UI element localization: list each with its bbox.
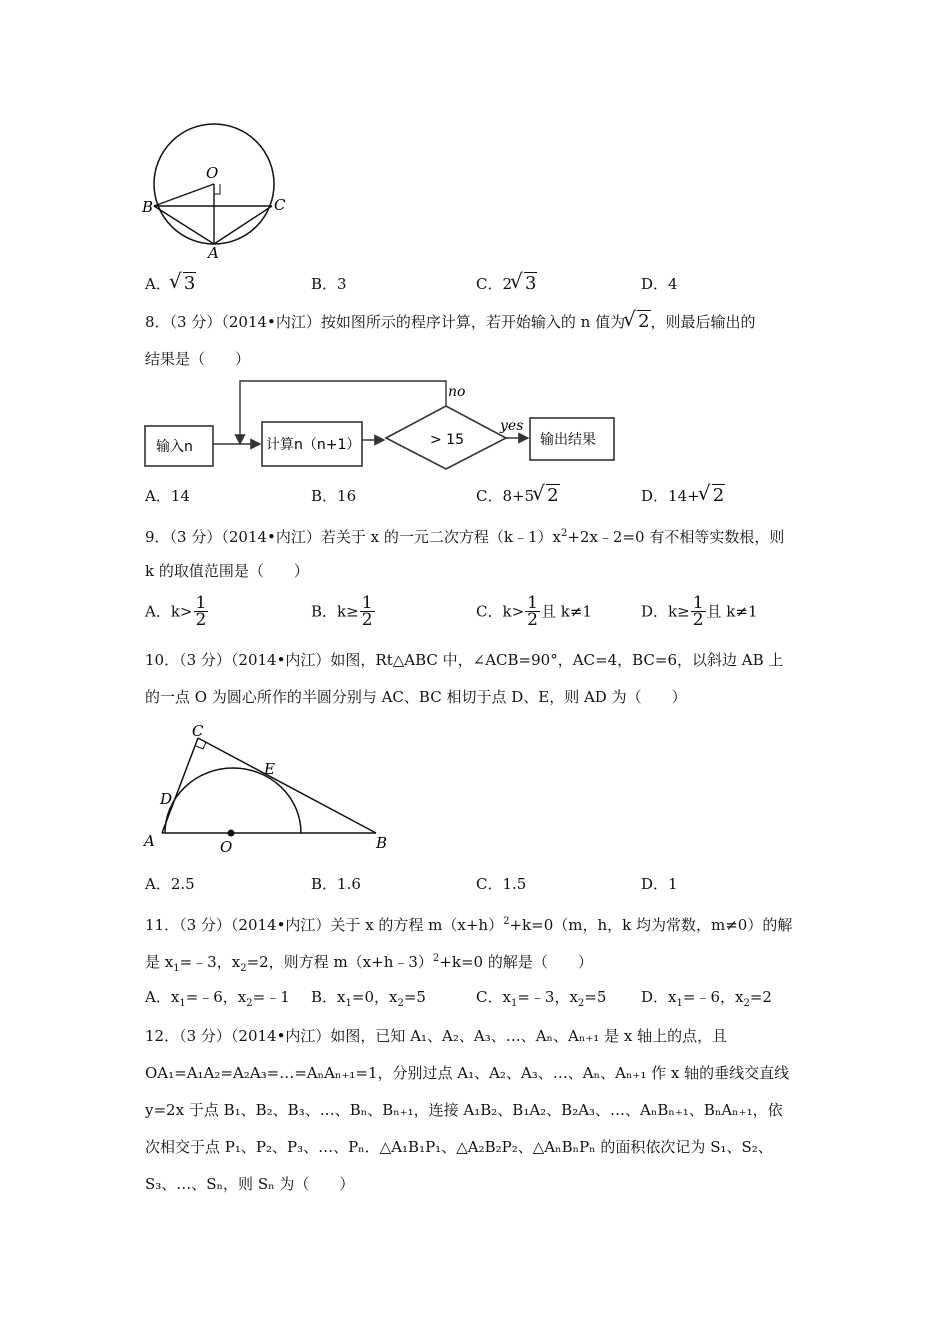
label-c: C <box>192 722 204 740</box>
label-a: A <box>208 244 219 260</box>
q8-option-a: A．14 <box>145 487 190 505</box>
label-o: O <box>206 164 219 182</box>
q8-option-b: B．16 <box>311 487 357 505</box>
q12-stem-line3: y=2x 于点 B₁、B₂、B₃、…、Bₙ、Bₙ₊₁，连接 A₁B₂、B₁A₂、B₂A₃、…、AₙBₙ₊₁、BₙAₙ₊₁，依 <box>145 1101 783 1119</box>
q8-option-c: C．8+5√ 2 <box>476 486 560 506</box>
q7-option-c: C．2√ 3 <box>476 274 537 294</box>
q10-option-c: C．1.5 <box>476 875 527 893</box>
q12-stem-line2: OA₁=A₁A₂=A₂A₃=…=AₙAₙ₊₁=1，分别过点 A₁、A₂、A₃、…、Aₙ、Aₙ₊₁ 作 x 轴的垂线交直线 <box>145 1064 790 1082</box>
q8-stem-line1: 8．（3 分）（2014•内江）按如图所示的程序计算，若开始输入的 n 值为√ 2，则最后输出的 <box>145 312 756 332</box>
label-d: D <box>160 790 173 808</box>
q9-stem-line2: k 的取值范围是（ ） <box>145 562 309 580</box>
flow-condition-text: > 15 <box>430 432 464 448</box>
q11-option-d: D．$x_1=﹣6$，$x_2=2$ <box>641 988 772 1009</box>
q11-option-c: C．$x_1=﹣3$，$x_2=5$ <box>476 988 607 1009</box>
q10-stem-line2: 的一点 O 为圆心所作的半圆分别与 AC、BC 相切于点 D、E，则 AD 为（ ） <box>145 688 687 706</box>
q7-option-a: A．√ 3 <box>145 274 196 294</box>
q11-option-b: B．$x_1=0$，$x_2=5$ <box>311 988 426 1009</box>
q10-option-a: A．2.5 <box>145 875 195 893</box>
label-c: C <box>274 196 286 214</box>
flowchart <box>140 378 630 470</box>
q9-option-b: B．k≥ $\frac{1}{2}$ <box>311 593 373 630</box>
q7-option-d: D．4 <box>641 275 678 293</box>
q10-option-b: B．1.6 <box>311 875 361 893</box>
q9-option-a: A．k> $\frac{1}{2}$ <box>145 593 207 630</box>
q9-option-d: D．k≥ $\frac{1}{2}$ 且 k≠1 <box>641 593 758 630</box>
label-o: O <box>220 838 233 856</box>
flow-input-text: 输入n <box>156 439 193 455</box>
q10-option-d: D．1 <box>641 875 678 893</box>
q8-option-d: D．14+√ 2 <box>641 486 725 506</box>
q11-option-a: A．$x_1=﹣6$，$x_2=﹣1$ <box>145 988 290 1009</box>
q10-stem-line1: 10．（3 分）（2014•内江）如图，Rt△ABC 中，∠ACB=90°，AC=4，BC=6，以斜边 AB 上 <box>145 651 784 669</box>
circle-figure <box>140 118 300 260</box>
q11-stem-line1: 11．（3 分）（2014•内江）关于 x 的方程 $m(x+h)^2+k=0(m$，h，k 均为常数，m≠0）的解 <box>145 916 793 934</box>
q7-option-b: B．3 <box>311 275 347 293</box>
q12-stem-line4: 次相交于点 P₁、P₂、P₃、…、Pₙ．△A₁B₁P₁、△A₂B₂P₂、△AₙBₙPₙ 的面积依次记为 S₁、S₂、 <box>145 1138 773 1156</box>
flow-output-text: 输出结果 <box>540 432 596 448</box>
flow-compute-text: 计算n（n+1） <box>266 437 361 453</box>
label-b: B <box>376 834 388 852</box>
q8-stem-line2: 结果是（ ） <box>145 350 251 368</box>
triangle-semicircle-figure <box>140 720 400 856</box>
flow-yes-label: yes <box>500 418 524 434</box>
q9-option-c: C．k> $\frac{1}{2}$ 且 k≠1 <box>476 593 592 630</box>
label-b: B <box>142 198 154 216</box>
q11-stem-line2: 是 $x_1=﹣3$，$x_2=2$，则方程 m（x+h﹣3）$^2$+k=0 的解是（ ） <box>145 953 593 974</box>
q12-stem-line1: 12．（3 分）（2014•内江）如图，已知 A₁、A₂、A₃、…、Aₙ、Aₙ₊₁ 是 x 轴上的点，且 <box>145 1027 728 1045</box>
label-a: A <box>144 832 155 850</box>
q12-stem-line5: S₃、…、Sₙ，则 Sₙ 为（ ） <box>145 1175 355 1193</box>
flow-no-label: no <box>448 384 466 400</box>
q9-stem-line1: 9．（3 分）（2014•内江）若关于 x 的一元二次方程$(k﹣1)x^2+2x﹣2=0$ 有不相等实数根，则 <box>145 528 785 546</box>
label-e: E <box>264 760 275 778</box>
